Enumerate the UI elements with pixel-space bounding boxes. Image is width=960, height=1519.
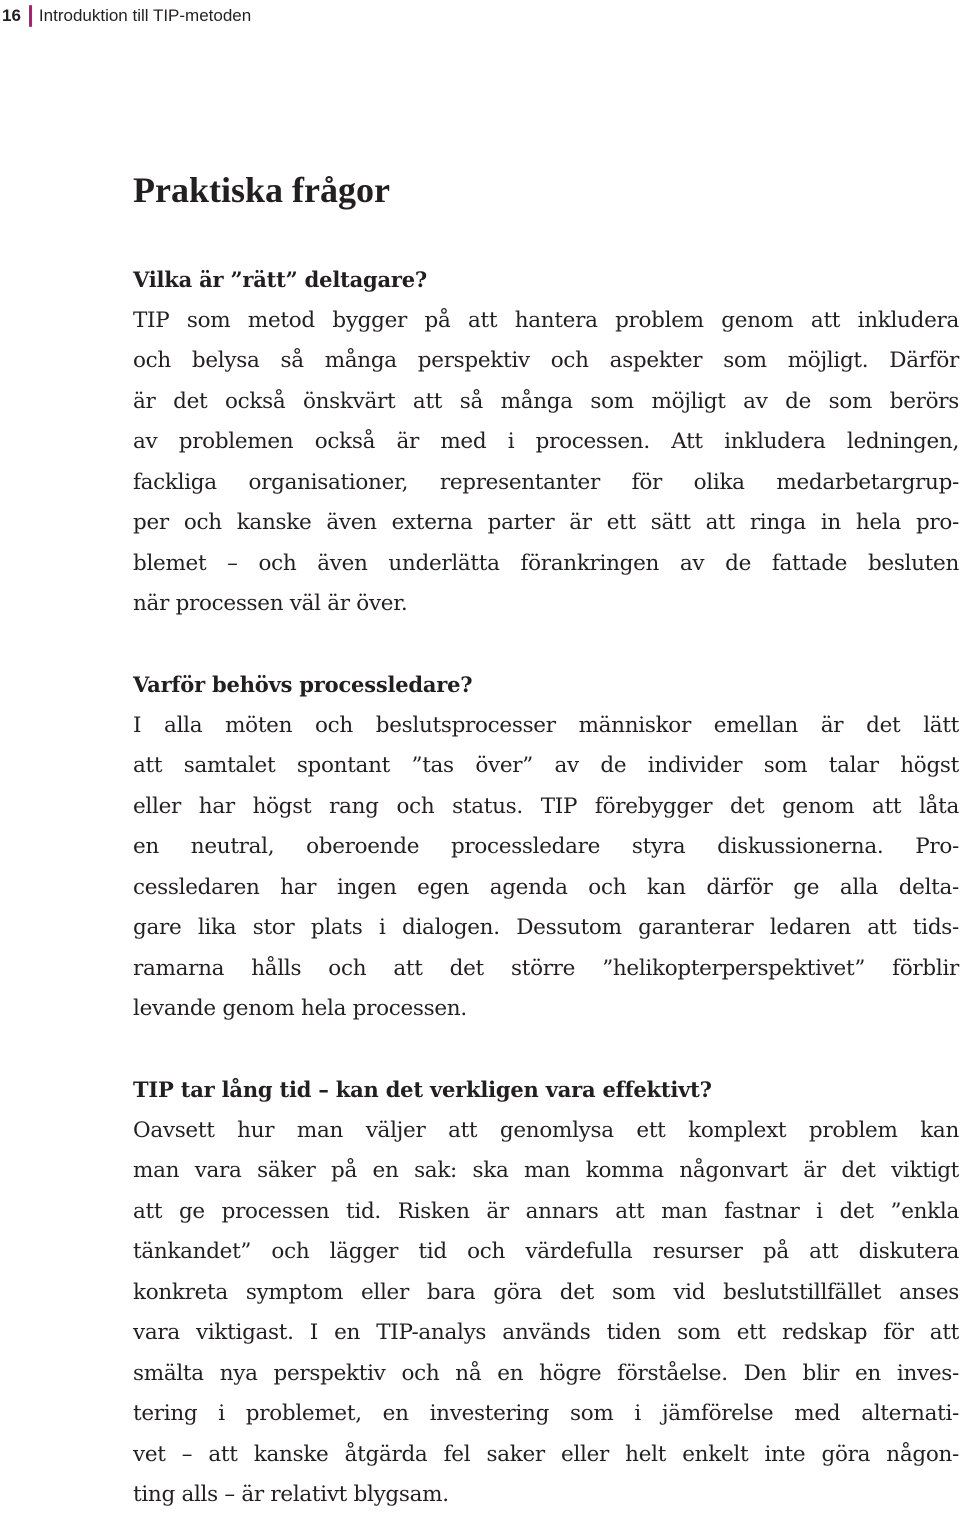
page-content (133, 168, 959, 1516)
text-line: fackliga organisationer, representanter för olika medarbetargrup- (133, 469, 959, 495)
text-line: per och kanske även externa parter är ett sätt att ringa in hela pro- (133, 510, 959, 535)
text-line: att samtalet spontant ”tas över” av de individer som talar högst (133, 753, 959, 778)
section-participants (133, 260, 959, 625)
text-line: är det också önskvärt att så många som möjligt av de som berörs (133, 388, 959, 414)
text-line: konkreta symptom eller bara göra det som vid beslutstillfället anses (133, 1279, 959, 1305)
text-line: att ge processen tid. Risken är annars att man fastnar i det ”enkla (133, 1198, 959, 1224)
section-spacer (133, 1030, 959, 1071)
section-efficiency (133, 1070, 959, 1516)
section-paragraph (133, 1111, 959, 1516)
section-spacer (133, 625, 959, 666)
text-line: ramarna hålls och att det större ”helikopterperspektivet” förblir (133, 955, 959, 981)
text-line: tering i problemet, en investering som i jämförelse med alternati- (133, 1401, 959, 1426)
text-line: TIP som metod bygger på att hantera problem genom att inkludera (133, 307, 959, 333)
running-title: Introduktion till TIP-metoden (38, 6, 252, 25)
text-line: I alla möten och beslutsprocesser människor emellan är det lätt (133, 712, 959, 738)
section-paragraph (133, 706, 959, 1030)
section-facilitators (133, 665, 959, 1030)
text-line: vet – att kanske åtgärda fel saker eller helt enkelt inte göra någon- (133, 1441, 959, 1467)
title-spacer (133, 212, 959, 260)
text-line: cessledaren har ingen egen agenda och kan därför ge alla delta- (133, 874, 959, 900)
text-line: ting alls – är relativt blygsam. (133, 1482, 449, 1507)
section-heading: Varför behövs processledare? (133, 672, 473, 697)
text-line: eller har högst rang och status. TIP förebygger det genom att låta (133, 793, 959, 819)
page-title: Praktiska frågor (133, 170, 390, 210)
text-line: smälta nya perspektiv och nå en högre förståelse. Den blir en inves- (133, 1360, 959, 1386)
text-line: och belysa så många perspektiv och aspekter som möjligt. Därför (133, 348, 959, 373)
text-line: Oavsett hur man väljer att genomlysa ett komplext problem kan (133, 1117, 959, 1143)
running-head (2, 4, 251, 28)
text-line: gare lika stor plats i dialogen. Dessutom garanterar ledaren att tids- (133, 915, 959, 940)
header-divider-bar (29, 5, 32, 27)
text-line: av problemen också är med i processen. Att inkludera ledningen, (133, 429, 959, 454)
section-paragraph (133, 301, 959, 625)
text-line: levande genom hela processen. (133, 996, 467, 1021)
section-heading: Vilka är ”rätt” deltagare? (133, 267, 428, 292)
text-line: man vara säker på en sak: ska man komma någonvart är det viktigt (133, 1158, 959, 1183)
text-line: när processen väl är över. (133, 591, 408, 616)
text-line: vara viktigast. I en TIP-analys används tiden som ett redskap för att (133, 1320, 959, 1345)
text-line: tänkandet” och lägger tid och värdefulla resurser på att diskutera (133, 1239, 959, 1264)
text-line: blemet – och även underlätta förankringen av de fattade besluten (133, 550, 959, 576)
text-line: en neutral, oberoende processledare styra diskussionerna. Pro- (133, 834, 959, 859)
section-heading: TIP tar lång tid – kan det verkligen vara effektivt? (133, 1077, 712, 1102)
page-number: 16 (2, 6, 21, 25)
